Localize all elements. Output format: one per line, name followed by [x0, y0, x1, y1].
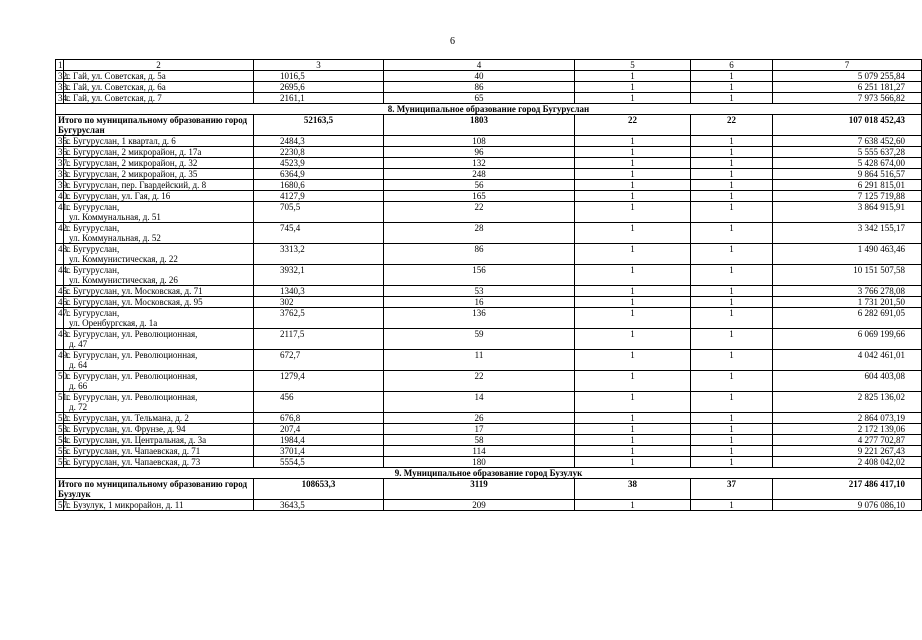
row-number: 55.	[56, 446, 64, 457]
total-area: 108653,3	[254, 479, 384, 500]
column-header: 5	[575, 60, 691, 71]
residents-cell: 209	[384, 500, 575, 511]
residents-cell: 16	[384, 297, 575, 308]
row-number: 42.	[56, 223, 64, 244]
col5-cell: 1	[575, 223, 691, 244]
address-cell	[64, 446, 254, 457]
col6-cell: 1	[691, 297, 773, 308]
address-line: г. Бугуруслан, 2 микрорайон, д. 17а	[66, 147, 202, 157]
col6-cell: 1	[691, 136, 773, 147]
row-number: 37.	[56, 158, 64, 169]
residents-cell: 22	[384, 371, 575, 392]
col5-cell: 1	[575, 435, 691, 446]
total-label: Итого по муниципальному образованию город Бузулук	[56, 479, 254, 500]
address-line: г. Бугуруслан, 2 микрорайон, д. 32	[66, 158, 198, 168]
address-line: г. Бугуруслан, ул. Чапаевская, д. 73	[66, 457, 201, 467]
row-number: 38.	[56, 169, 64, 180]
area-cell: 456	[254, 392, 384, 413]
section-title: 9. Муниципальное образование город Бузулук	[56, 468, 922, 479]
sum-cell: 9 076 086,10	[773, 500, 922, 511]
col5-cell: 1	[575, 202, 691, 223]
address-line: г. Бугуруслан, ул. Революционная,	[66, 371, 198, 381]
total-col5: 38	[575, 479, 691, 500]
col6-cell: 1	[691, 169, 773, 180]
table-row	[56, 435, 922, 446]
row-number: 52.	[56, 413, 64, 424]
table-row	[56, 392, 922, 413]
sum-cell: 10 151 507,58	[773, 265, 922, 286]
table-row	[56, 413, 922, 424]
sum-cell: 3 342 155,17	[773, 223, 922, 244]
row-number: 44.	[56, 265, 64, 286]
col6-cell: 1	[691, 413, 773, 424]
address-line: г. Бугуруслан, ул. Гая, д. 16	[66, 191, 171, 201]
table-row	[56, 158, 922, 169]
row-number: 57.	[56, 500, 64, 511]
area-cell: 745,4	[254, 223, 384, 244]
total-row	[56, 479, 922, 500]
col6-cell: 1	[691, 202, 773, 223]
residents-cell: 22	[384, 202, 575, 223]
table-row	[56, 371, 922, 392]
address-line: г. Гай, ул. Советская, д. 5а	[66, 71, 166, 81]
row-number: 35.	[56, 136, 64, 147]
residents-cell: 53	[384, 286, 575, 297]
row-number: 46.	[56, 297, 64, 308]
col6-cell: 1	[691, 286, 773, 297]
address-cell	[64, 435, 254, 446]
total-residents: 3119	[384, 479, 575, 500]
table-row	[56, 180, 922, 191]
table-row	[56, 71, 922, 82]
address-cell	[64, 457, 254, 468]
column-header: 6	[691, 60, 773, 71]
row-number: 39.	[56, 180, 64, 191]
address-line: ул. Коммунальная, д. 52	[69, 233, 161, 243]
address-line: г. Бугуруслан, ул. Революционная,	[66, 350, 198, 360]
table-row	[56, 308, 922, 329]
col6-cell: 1	[691, 191, 773, 202]
address-cell	[64, 265, 254, 286]
column-header: 4	[384, 60, 575, 71]
residents-cell: 108	[384, 136, 575, 147]
area-cell: 1279,4	[254, 371, 384, 392]
sum-cell: 5 079 255,84	[773, 71, 922, 82]
row-number: 36.	[56, 147, 64, 158]
area-cell: 2117,5	[254, 329, 384, 350]
area-cell: 3932,1	[254, 265, 384, 286]
address-cell	[64, 136, 254, 147]
col6-cell: 1	[691, 82, 773, 93]
area-cell: 1984,4	[254, 435, 384, 446]
row-number: 41.	[56, 202, 64, 223]
sum-cell: 5 555 637,28	[773, 147, 922, 158]
col6-cell: 1	[691, 180, 773, 191]
residents-cell: 11	[384, 350, 575, 371]
area-cell: 3701,4	[254, 446, 384, 457]
column-header: 1	[56, 60, 64, 71]
residents-cell: 56	[384, 180, 575, 191]
col5-cell: 1	[575, 286, 691, 297]
sum-cell: 4 277 702,87	[773, 435, 922, 446]
residents-cell: 165	[384, 191, 575, 202]
sum-cell: 7 125 719,88	[773, 191, 922, 202]
address-cell	[64, 286, 254, 297]
residents-cell: 65	[384, 93, 575, 104]
sum-cell: 604 403,08	[773, 371, 922, 392]
row-number: 53.	[56, 424, 64, 435]
col6-cell: 1	[691, 158, 773, 169]
table-row	[56, 446, 922, 457]
address-line: г. Бугуруслан, пер. Гвардейский, д. 8	[66, 180, 207, 190]
address-cell	[64, 371, 254, 392]
col6-cell: 1	[691, 329, 773, 350]
address-cell	[64, 202, 254, 223]
col5-cell: 1	[575, 392, 691, 413]
table-row	[56, 329, 922, 350]
residents-cell: 40	[384, 71, 575, 82]
address-line: г. Бугуруслан,	[66, 202, 120, 212]
address-line: г. Бугуруслан,	[66, 244, 120, 254]
area-cell: 672,7	[254, 350, 384, 371]
col6-cell: 1	[691, 350, 773, 371]
table-row	[56, 297, 922, 308]
address-cell	[64, 424, 254, 435]
residents-cell: 136	[384, 308, 575, 329]
sum-cell: 3 864 915,91	[773, 202, 922, 223]
col6-cell: 1	[691, 446, 773, 457]
address-line: г. Бугуруслан, ул. Революционная,	[66, 329, 198, 339]
address-line: д. 47	[69, 339, 88, 349]
column-header: 3	[254, 60, 384, 71]
col5-cell: 1	[575, 136, 691, 147]
table-row	[56, 424, 922, 435]
residents-cell: 180	[384, 457, 575, 468]
area-cell: 1016,5	[254, 71, 384, 82]
section-heading-row	[56, 468, 922, 479]
area-cell: 3643,5	[254, 500, 384, 511]
col5-cell: 1	[575, 147, 691, 158]
area-cell: 1680,6	[254, 180, 384, 191]
address-line: д. 72	[69, 402, 88, 412]
address-line: г. Бугуруслан, ул. Центральная, д. 3а	[66, 435, 207, 445]
col5-cell: 1	[575, 82, 691, 93]
residents-cell: 17	[384, 424, 575, 435]
col5-cell: 1	[575, 500, 691, 511]
table-row	[56, 350, 922, 371]
address-cell	[64, 158, 254, 169]
address-line: г. Бугуруслан, ул. Революционная,	[66, 392, 198, 402]
row-number: 51.	[56, 392, 64, 413]
address-cell	[64, 329, 254, 350]
sum-cell: 4 042 461,01	[773, 350, 922, 371]
col5-cell: 1	[575, 446, 691, 457]
sum-cell: 2 825 136,02	[773, 392, 922, 413]
table-row	[56, 191, 922, 202]
area-cell: 3313,2	[254, 244, 384, 265]
address-line: г. Бугуруслан, ул. Московская, д. 71	[66, 286, 203, 296]
col6-cell: 1	[691, 424, 773, 435]
sum-cell: 7 638 452,60	[773, 136, 922, 147]
col6-cell: 1	[691, 371, 773, 392]
col5-cell: 1	[575, 371, 691, 392]
sum-cell: 1 490 463,46	[773, 244, 922, 265]
table-row	[56, 202, 922, 223]
address-line: г. Бугуруслан, ул. Чапаевская, д. 71	[66, 446, 201, 456]
col6-cell: 1	[691, 147, 773, 158]
address-line: г. Гай, ул. Советская, д. 6а	[66, 82, 166, 92]
col6-cell: 1	[691, 244, 773, 265]
row-number: 56.	[56, 457, 64, 468]
sum-cell: 7 973 566,82	[773, 93, 922, 104]
address-cell	[64, 392, 254, 413]
address-line: д. 64	[69, 360, 88, 370]
area-cell: 4523,9	[254, 158, 384, 169]
address-cell	[64, 147, 254, 158]
address-line: г. Бугуруслан,	[66, 265, 120, 275]
address-line: ул. Оренбургская, д. 1а	[69, 318, 158, 328]
address-line: г. Бугуруслан, ул. Фрунзе, д. 94	[66, 424, 186, 434]
address-line: ул. Коммунистическая, д. 26	[69, 275, 178, 285]
col6-cell: 1	[691, 308, 773, 329]
address-line: г. Бугуруслан, ул. Московская, д. 95	[66, 297, 203, 307]
address-cell	[64, 71, 254, 82]
residents-cell: 132	[384, 158, 575, 169]
address-cell	[64, 244, 254, 265]
address-line: г. Бузулук, 1 микрорайон, д. 11	[66, 500, 184, 510]
col5-cell: 1	[575, 413, 691, 424]
sum-cell: 6 251 181,27	[773, 82, 922, 93]
residents-cell: 59	[384, 329, 575, 350]
area-cell: 6364,9	[254, 169, 384, 180]
col5-cell: 1	[575, 158, 691, 169]
address-cell	[64, 297, 254, 308]
column-header: 7	[773, 60, 922, 71]
sum-cell: 1 731 201,50	[773, 297, 922, 308]
register-table	[55, 59, 922, 511]
col5-cell: 1	[575, 329, 691, 350]
col5-cell: 1	[575, 169, 691, 180]
col5-cell: 1	[575, 180, 691, 191]
area-cell: 1340,3	[254, 286, 384, 297]
col6-cell: 1	[691, 457, 773, 468]
address-line: г. Гай, ул. Советская, д. 7	[66, 93, 162, 103]
sum-cell: 2 864 073,19	[773, 413, 922, 424]
address-cell	[64, 500, 254, 511]
sum-cell: 5 428 674,00	[773, 158, 922, 169]
total-area: 52163,5	[254, 115, 384, 136]
address-line: г. Бугуруслан, 2 микрорайон, д. 35	[66, 169, 198, 179]
area-cell: 207,4	[254, 424, 384, 435]
area-cell: 2230,8	[254, 147, 384, 158]
address-cell	[64, 308, 254, 329]
row-number: 40.	[56, 191, 64, 202]
col5-cell: 1	[575, 71, 691, 82]
area-cell: 2695,6	[254, 82, 384, 93]
area-cell: 705,5	[254, 202, 384, 223]
address-line: г. Бугуруслан,	[66, 308, 120, 318]
total-label: Итого по муниципальному образованию город Бугуруслан	[56, 115, 254, 136]
area-cell: 4127,9	[254, 191, 384, 202]
table-row	[56, 500, 922, 511]
address-line: ул. Коммунистическая, д. 22	[69, 254, 178, 264]
page-number: 6	[450, 36, 455, 47]
residents-cell: 28	[384, 223, 575, 244]
residents-cell: 14	[384, 392, 575, 413]
col6-cell: 1	[691, 265, 773, 286]
residents-cell: 96	[384, 147, 575, 158]
area-cell: 2161,1	[254, 93, 384, 104]
address-line: г. Бугуруслан,	[66, 223, 120, 233]
row-number: 50.	[56, 371, 64, 392]
sum-cell: 3 766 278,08	[773, 286, 922, 297]
table-row	[56, 82, 922, 93]
table-row	[56, 223, 922, 244]
total-col6: 22	[691, 115, 773, 136]
section-title: 8. Муниципальное образование город Бугуруслан	[56, 104, 922, 115]
residents-cell: 26	[384, 413, 575, 424]
col5-cell: 1	[575, 265, 691, 286]
address-line: г. Бугуруслан, ул. Тельмана, д. 2	[66, 413, 189, 423]
table-row	[56, 244, 922, 265]
area-cell: 2484,3	[254, 136, 384, 147]
address-cell	[64, 223, 254, 244]
col5-cell: 1	[575, 244, 691, 265]
area-cell: 676,8	[254, 413, 384, 424]
address-cell	[64, 180, 254, 191]
address-line: д. 66	[69, 381, 88, 391]
address-cell	[64, 350, 254, 371]
residents-cell: 248	[384, 169, 575, 180]
col5-cell: 1	[575, 308, 691, 329]
sum-cell: 9 221 267,43	[773, 446, 922, 457]
col6-cell: 1	[691, 392, 773, 413]
residents-cell: 86	[384, 244, 575, 265]
col6-cell: 1	[691, 71, 773, 82]
total-sum: 217 486 417,10	[773, 479, 922, 500]
table-row	[56, 457, 922, 468]
col5-cell: 1	[575, 93, 691, 104]
row-number: 48.	[56, 329, 64, 350]
total-col5: 22	[575, 115, 691, 136]
sum-cell: 6 282 691,05	[773, 308, 922, 329]
row-number: 34.	[56, 93, 64, 104]
section-heading-row	[56, 104, 922, 115]
sum-cell: 2 408 042,02	[773, 457, 922, 468]
residents-cell: 156	[384, 265, 575, 286]
table-row	[56, 147, 922, 158]
col5-cell: 1	[575, 297, 691, 308]
row-number: 32.	[56, 71, 64, 82]
total-residents: 1803	[384, 115, 575, 136]
col5-cell: 1	[575, 350, 691, 371]
col5-cell: 1	[575, 191, 691, 202]
row-number: 47.	[56, 308, 64, 329]
residents-cell: 86	[384, 82, 575, 93]
col6-cell: 1	[691, 500, 773, 511]
table-row	[56, 93, 922, 104]
total-col6: 37	[691, 479, 773, 500]
table-row	[56, 169, 922, 180]
area-cell: 302	[254, 297, 384, 308]
residents-cell: 58	[384, 435, 575, 446]
table-row	[56, 136, 922, 147]
row-number: 33.	[56, 82, 64, 93]
col5-cell: 1	[575, 457, 691, 468]
sum-cell: 6 069 199,66	[773, 329, 922, 350]
table-body	[56, 60, 922, 511]
col6-cell: 1	[691, 223, 773, 244]
col6-cell: 1	[691, 435, 773, 446]
sum-cell: 6 291 815,01	[773, 180, 922, 191]
total-sum: 107 018 452,43	[773, 115, 922, 136]
header-row	[56, 60, 922, 71]
table-row	[56, 265, 922, 286]
sum-cell: 9 864 516,57	[773, 169, 922, 180]
address-line: г. Бугуруслан, 1 квартал, д. 6	[66, 136, 176, 146]
row-number: 54.	[56, 435, 64, 446]
row-number: 43.	[56, 244, 64, 265]
address-cell	[64, 93, 254, 104]
total-row	[56, 115, 922, 136]
address-cell	[64, 191, 254, 202]
address-cell	[64, 169, 254, 180]
table-row	[56, 286, 922, 297]
col5-cell: 1	[575, 424, 691, 435]
column-header: 2	[64, 60, 254, 71]
area-cell: 3762,5	[254, 308, 384, 329]
address-cell	[64, 413, 254, 424]
row-number: 45.	[56, 286, 64, 297]
address-cell	[64, 82, 254, 93]
row-number: 49.	[56, 350, 64, 371]
sum-cell: 2 172 139,06	[773, 424, 922, 435]
col6-cell: 1	[691, 93, 773, 104]
residents-cell: 114	[384, 446, 575, 457]
address-line: ул. Коммунальная, д. 51	[69, 212, 161, 222]
area-cell: 5554,5	[254, 457, 384, 468]
